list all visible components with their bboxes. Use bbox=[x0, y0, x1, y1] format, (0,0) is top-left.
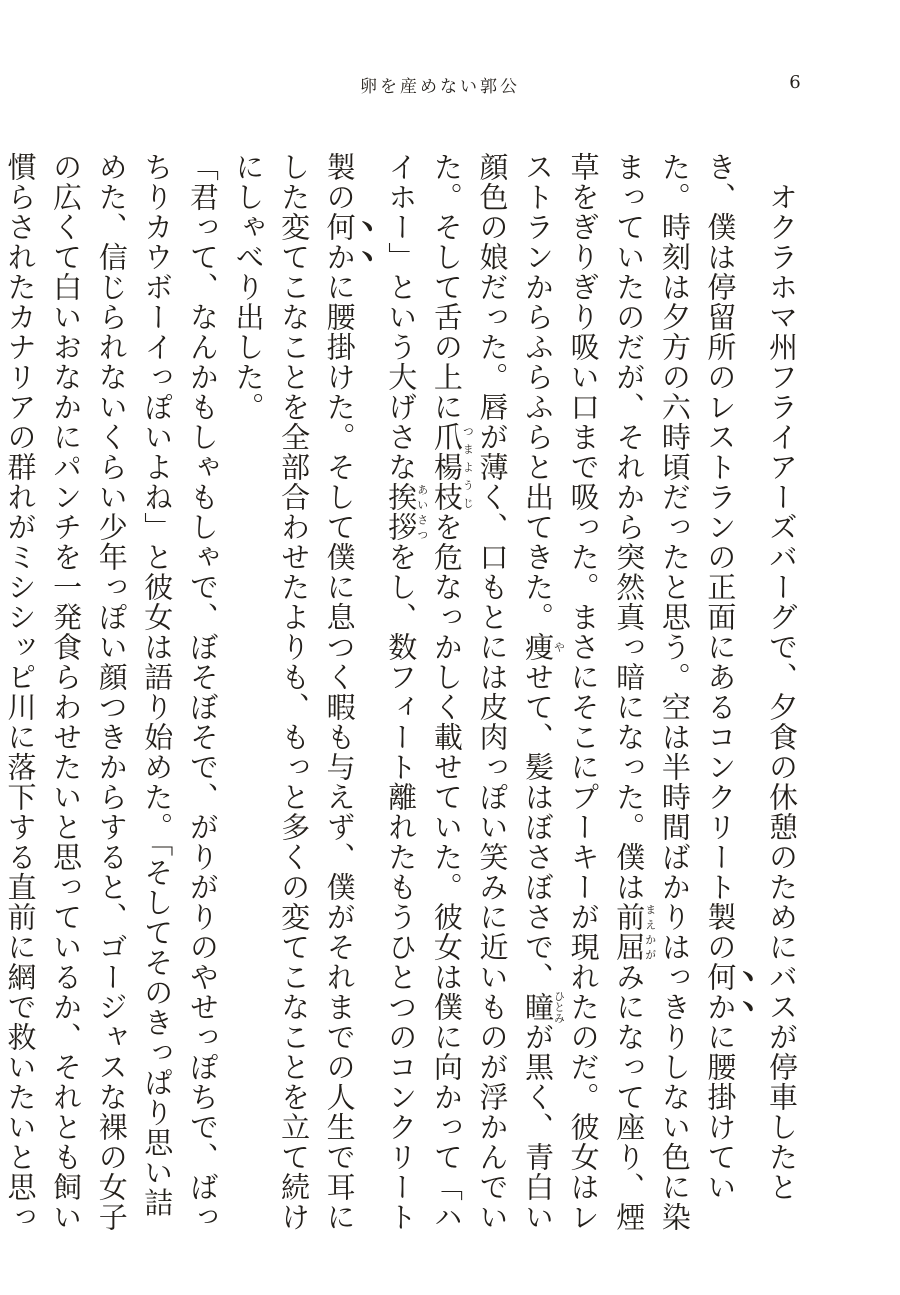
paragraph-1-text: せて、髪はぼさぼさで、 bbox=[521, 662, 556, 992]
paragraph-2 bbox=[0, 152, 225, 1232]
ruby-base: 前屈 bbox=[612, 902, 647, 962]
paragraph-1-text: をし、数フィート離れたもうひとつのコンクリート製の bbox=[322, 152, 419, 1232]
paragraph-1 bbox=[225, 152, 804, 1232]
paragraph-1-text: に腰掛けた。そして僕に息つく暇も与えず、僕がそれまでの人生で耳にした変てこなことを全部合わせたよりも、もっと多くの変てこなことを立て続けにしゃべり出した。 bbox=[231, 152, 357, 1232]
ruby-base: 挨拶 bbox=[384, 482, 419, 542]
ruby-base: 爪楊枝 bbox=[429, 422, 464, 512]
paragraph-1-text: に腰掛けていた。時刻は夕方の六時頃だったと思う。空は半時間ばかりはっきりしない色に染まっていたのだが、それから突然真っ暗になった。僕は bbox=[612, 152, 738, 1232]
paragraph-1-text: を危なっかしく載せていた。彼女は僕に向かって「ハイホー」という大げさな bbox=[384, 152, 464, 1232]
paragraph-1-text: オクラホマ州フライアーズバーグで、夕食の休憩のためにバスが停車したとき、僕は停留所のレストランの正面にあるコンクリート製の bbox=[703, 152, 799, 1202]
ruby-reading: まえかが bbox=[643, 902, 657, 962]
ruby-reading: つまようじ bbox=[461, 422, 475, 512]
paragraph-1-text: みになって座り、煙草をぎりぎり吸い口まで吸った。まさにそこにプーキーが現れたのだ。彼女はレストランからふらふらと出てきた。 bbox=[521, 152, 647, 1232]
ruby-reading: ひとみ bbox=[552, 990, 566, 1024]
ruby-annotation bbox=[521, 990, 566, 1024]
ruby-annotation bbox=[429, 422, 475, 512]
page-number: 6 bbox=[789, 72, 801, 93]
paragraph-1-text: が黒く、青白い顔色の娘だった。唇が薄く、口もとには皮肉っぽい笑みに近いものが浮かんでいた。そして舌の上に bbox=[429, 152, 556, 1232]
ruby-annotation bbox=[384, 482, 429, 542]
ruby-reading: あいさつ bbox=[415, 482, 429, 542]
ruby-annotation bbox=[521, 632, 566, 662]
ruby-annotation bbox=[612, 902, 657, 962]
ruby-base: 瞳 bbox=[521, 990, 556, 1024]
ruby-reading: や bbox=[552, 632, 566, 662]
emphasized-word: 何か bbox=[322, 212, 357, 272]
body-text bbox=[3, 152, 804, 1232]
paragraph-2-text: 「君って、なんかもしゃもしゃで、ぼそぼそで、がりがりのやせっぽちで、ばっちりカウボーイっぽいよね」と彼女は語り始めた。「そしてそのきっぱり思い詰めた、信じられないくらい少年っぽい顔つきからすると、ゴージャスな裸の女子の広くて白いおなかにパンチを一発食らわせたいと思っているか、それとも飼い慣らされたカナリアの群れがミシシッピ川に落下する直前に網で救いたいと思っ bbox=[3, 152, 220, 1232]
ruby-base: 痩 bbox=[521, 632, 556, 662]
emphasized-word: 何か bbox=[703, 962, 738, 1022]
running-head bbox=[0, 72, 900, 102]
running-title: 卵を産めない郭公 bbox=[360, 77, 520, 97]
